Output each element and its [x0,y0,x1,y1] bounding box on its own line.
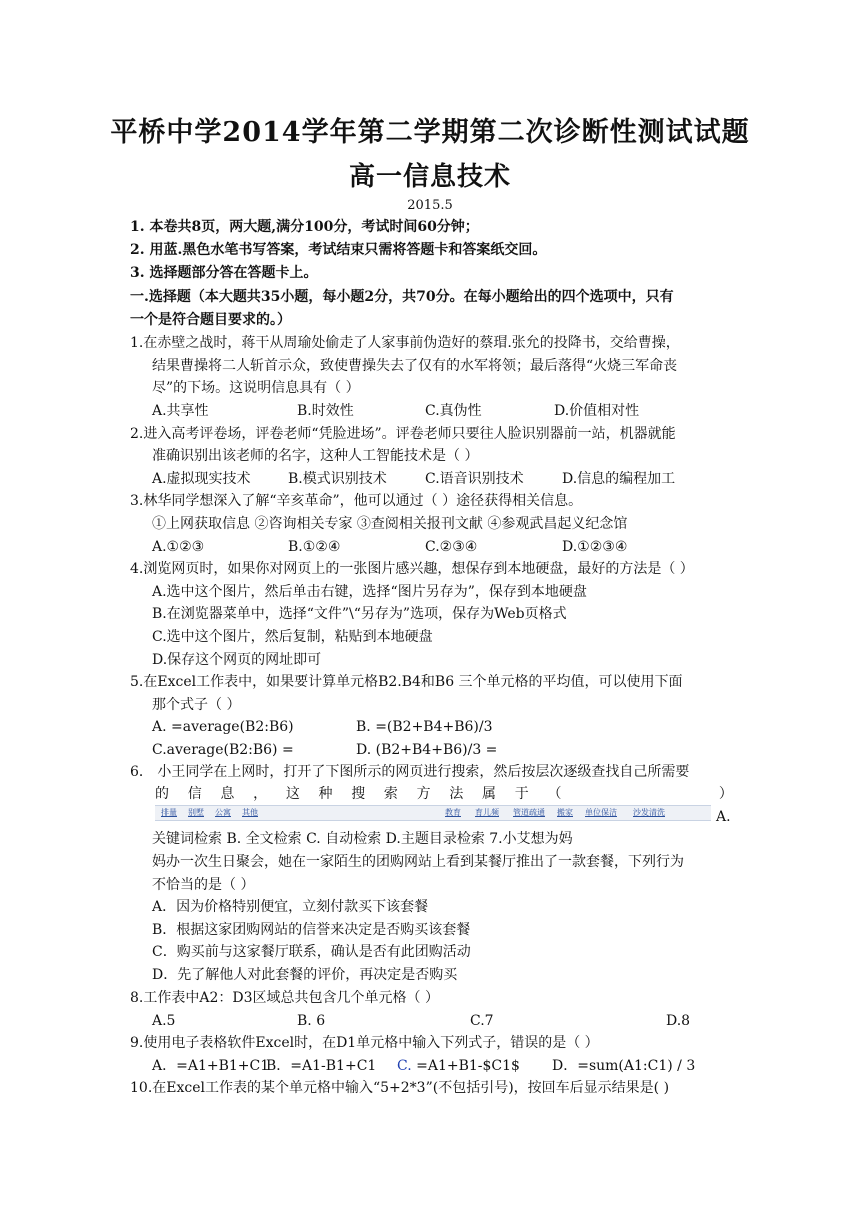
q3-option-a: A.①②③ [152,539,205,555]
q2-stem: 2.进入高考评卷场，评卷老师“凭脸进场”。评卷老师只要往人脸识别器前一站，机器就能 [130,426,676,442]
q6-stem: 6． 小王同学在上网时，打开了下图所示的网页进行搜索，然后按层次逐级查找自己所需要 [130,764,690,780]
q5-option-a: A. =average(B2:B6) [152,719,294,735]
exam-subject: 高一信息技术 [348,162,511,192]
q1-option-c: C.真伪性 [425,403,482,419]
nav-link: 公寓 [215,808,231,817]
q6-char: 属 [482,786,497,802]
section-heading: 一.选择题（本大题共35小题，每小题2分，共70分。在每小题给出的四个选项中，只有 [130,289,674,305]
q8-option-b: B. 6 [297,1013,326,1029]
q8-option-a: A.5 [152,1013,176,1029]
q6-char: 法 [449,786,464,802]
q6-char: 于 [514,786,529,802]
q9-option-c [397,1056,520,1076]
q8-option-d: D.8 [666,1013,691,1029]
q5-option-d: D. (B2+B4+B6)/3 = [356,742,498,758]
q3-option-c: C.②③④ [425,539,478,555]
q2-option-d: D.信息的编程加工 [562,471,676,487]
q3-stem-2: ①上网获取信息 ②咨询相关专家 ③查阅相关报刊文献 ④参观武昌起义纪念馆 [152,516,628,532]
q2-stem-2: 准确识别出该老师的名字，这种人工智能技术是（ ） [152,448,479,464]
q6-char: 种 [318,786,333,802]
q6-option-a-label: A. [716,809,731,825]
nav-link: 管道疏通 [513,808,545,817]
q7-option-a: A．因为价格特别便宜，立刻付款买下该套餐 [152,899,429,915]
q10-stem: 10.在Excel工作表的某个单元格中输入“5+2*3”(不包括引号)，按回车后显示结果是( ) [130,1080,670,1096]
q8-stem: 8.工作表中A2：D3区域总共包含几个单元格（ ） [130,990,439,1006]
q5-option-c: C.average(B2:B6) = [152,742,294,758]
q4-option-c: C.选中这个图片，然后复制，粘贴到本地硬盘 [152,629,433,645]
q2-option-c: C.语音识别技术 [425,471,524,487]
q9-option-c-label: C. [397,1058,412,1074]
q4-option-d: D.保存这个网页的网址即可 [152,652,322,668]
q1-option-b: B.时效性 [297,403,354,419]
q6-char: 信 [187,786,202,802]
q7-stem-2: 妈办一次生日聚会，她在一家陌生的团购网站上看到某餐厅推出了一款套餐，下列行为 [152,854,684,870]
note-1: 1. 本卷共8页，两大题,满分100分，考试时间60分钟； [130,219,479,235]
nav-link: 其他 [242,808,258,817]
nav-link: 沙发清洗 [633,808,665,817]
q4-option-b: B.在浏览器菜单中，选择“文件”\“另存为”选项，保存为Web页格式 [152,606,567,622]
q6-char: ） [718,786,733,802]
q4-option-a: A.选中这个图片，然后单击右键，选择“图片另存为”，保存到本地硬盘 [152,584,587,600]
nav-link: 单位保洁 [585,808,617,817]
q4-stem: 4.浏览网页时，如果你对网页上的一张图片感兴趣，想保存到本地硬盘，最好的方法是（ ） [130,561,694,577]
q9-option-b: B．=A1-B1+C1 [266,1058,377,1074]
nav-link: 别墅 [188,808,204,817]
q1-option-a: A.共享性 [152,403,209,419]
nav-link: 教育 [445,808,461,817]
q1-stem: 1.在赤壁之战时，蒋干从周瑜处偷走了人家事前伪造好的蔡瑁.张允的投降书，交给曹操， [130,335,680,351]
q1-option-d: D.价值相对性 [554,403,640,419]
note-2: 2. 用蓝.黑色水笔书写答案，考试结束只需将答题卡和答案纸交回。 [130,242,547,258]
q1-stem-3: 尽”的下场。这说明信息具有（ ） [152,380,360,396]
q6-website-nav-image [155,805,711,821]
exam-date: 2015.5 [407,198,453,213]
nav-link: 搬家 [557,808,573,817]
section-heading-cont: 一个是符合题目要求的。） [130,312,291,328]
q6-options-and-q7: 关键词检索 B. 全文检索 C. 自动检索 D.主题目录检索 7.小艾想为妈 [152,831,573,847]
q6-char: 索 [383,786,398,802]
q3-option-d: D.①②③④ [562,539,628,555]
q1-stem-2: 结果曹操将二人斩首示众，致使曹操失去了仅有的水军将领；最后落得“火烧三军命丧 [152,358,678,374]
nav-link: 排量 [161,808,177,817]
q3-option-b: B.①②④ [288,539,341,555]
q6-char: 息 [220,786,235,802]
q2-option-b: B.模式识别技术 [288,471,387,487]
q7-option-d: D．先了解他人对此套餐的评价，再决定是否购买 [152,967,458,983]
q7-option-b: B．根据这家团购网站的信誉来决定是否购买该套餐 [152,922,471,938]
q8-option-c: C.7 [470,1013,494,1029]
q6-stem-spread [155,784,733,804]
q6-char: 搜 [351,786,366,802]
nav-link: 育儿频 [475,808,499,817]
exam-title: 平桥中学2014学年第二学期第二次诊断性测试试题 [110,117,750,148]
q9-option-c-text: =A1+B1-$C1$ [411,1058,520,1074]
note-3: 3. 选择题部分答在答题卡上。 [130,265,318,281]
q6-char: （ [547,786,562,802]
q5-stem-2: 那个式子（ ） [152,697,241,713]
q7-option-c: C．购买前与这家餐厅联系，确认是否有此团购活动 [152,944,471,960]
q9-option-d: D．=sum(A1:C1) / 3 [552,1058,696,1074]
q3-stem: 3.林华同学想深入了解“辛亥革命”，他可以通过（ ）途径获得相关信息。 [130,493,583,509]
q5-stem: 5.在Excel工作表中，如果要计算单元格B2.B4和B6 三个单元格的平均值，可以使用下面 [130,674,683,690]
q9-option-a: A．=A1+B1+C1 [152,1058,270,1074]
q6-char: 的 [155,786,169,802]
q5-option-b: B. =(B2+B4+B6)/3 [356,719,493,735]
q6-char: ， [253,786,268,802]
q6-char [580,784,700,804]
q9-stem: 9.使用电子表格软件Excel时，在D1单元格中输入下列式子，错误的是（ ） [130,1035,599,1051]
q6-char: 方 [416,786,431,802]
q6-char: 这 [285,786,300,802]
q7-stem-3: 不恰当的是（ ） [152,877,255,893]
q2-option-a: A.虚拟现实技术 [152,471,251,487]
